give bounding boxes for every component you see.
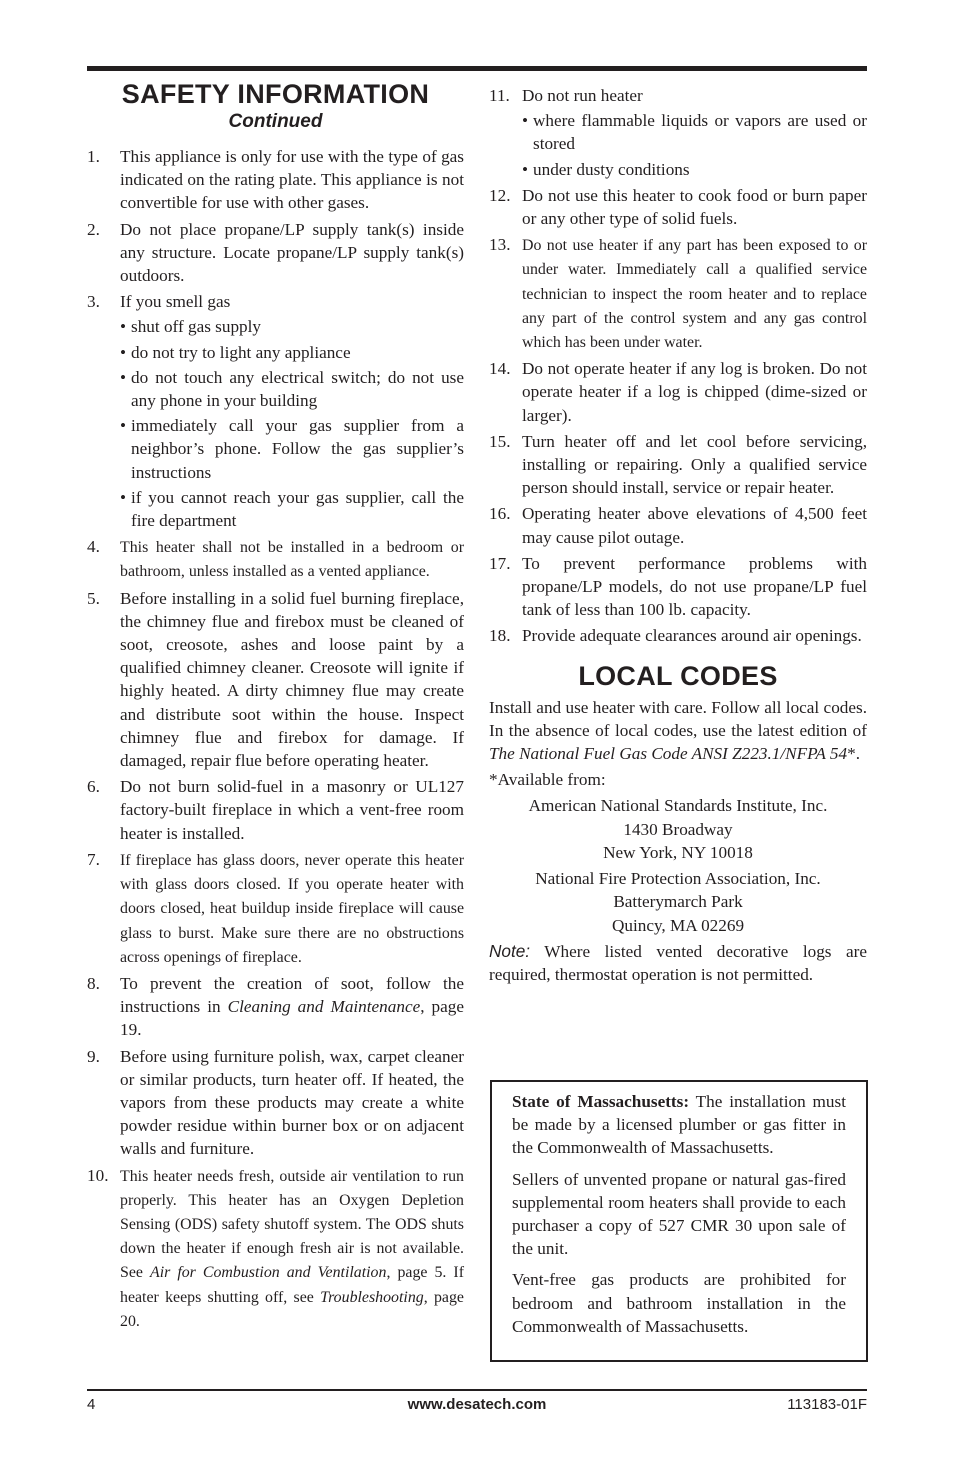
- item-number: 14.: [489, 359, 511, 379]
- address-line: Quincy, MA 02269: [611, 915, 745, 935]
- sub-item: • shut off gas supply: [120, 315, 464, 338]
- item-text: Do not use this heater to cook food or burn paper or any other type of solid fuels.: [522, 185, 867, 229]
- item-number: 8.: [87, 973, 100, 993]
- item-number: 16.: [489, 504, 511, 524]
- item-text: Provide adequate clearances around air openings.: [522, 626, 862, 646]
- address-nfpa: [489, 867, 867, 937]
- item-text: [120, 1168, 464, 1330]
- page-number: 4: [87, 1396, 96, 1413]
- safety-list-right: [489, 84, 867, 648]
- available-from: *Available from:: [489, 770, 606, 790]
- item-number: 7.: [87, 849, 100, 869]
- cross-reference: Cleaning and Maintenance: [227, 997, 421, 1017]
- massachusetts-notice-box: [490, 1080, 868, 1362]
- address-line: American National Standards Institute, Inc.: [528, 796, 828, 816]
- right-column: [489, 84, 867, 989]
- address-line: Batterymarch Park: [613, 892, 743, 912]
- list-item: [87, 218, 464, 288]
- list-item: [87, 1164, 464, 1333]
- list-item: [87, 587, 464, 773]
- item-text: Turn heater off and let cool before servicing, installing or repairing. Only a qualified service person should install, service or repair heater.: [522, 431, 867, 498]
- list-item: [489, 357, 867, 427]
- sub-item: • do not try to light any appliance: [120, 341, 464, 364]
- item-number: 9.: [87, 1046, 100, 1066]
- top-rule: [87, 66, 867, 71]
- list-item: [87, 145, 464, 215]
- sub-item: • immediately call your gas supplier from a neighbor’s phone. Follow the gas supplier’s instructions: [120, 414, 464, 484]
- item-number: 10.: [87, 1165, 109, 1185]
- sub-item: • under dusty conditions: [522, 158, 867, 181]
- sub-list: [120, 315, 464, 532]
- list-item: [489, 624, 867, 647]
- website-link[interactable]: www.desatech.com: [407, 1396, 547, 1413]
- item-text: Do not run heater: [522, 86, 643, 105]
- list-item: [489, 502, 867, 548]
- list-item: [87, 1045, 464, 1161]
- list-item: [87, 775, 464, 845]
- item-text: Before using furniture polish, wax, carpet cleaner or similar products, turn heater off. If heated, the vapors from these products may create a white powder residue within burner box or on adjacent walls and furniture.: [120, 1046, 464, 1159]
- item-text: If fireplace has glass doors, never operate this heater with glass doors closed. If you operate heater with doors closed, heat buildup inside fireplace will cause glass to burst. Make sure there are no obstructions across openings of fireplace.: [120, 851, 464, 966]
- sub-item: • where flammable liquids or vapors are used or stored: [522, 109, 867, 155]
- item-number: 11.: [489, 86, 510, 105]
- item-text: Operating heater above elevations of 4,500 feet may cause pilot outage.: [522, 504, 867, 547]
- item-text-part: This heater needs fresh, outside air ventilation to run properly. This heater has an Oxygen Depletion Sensing (ODS) safety shutoff system. The ODS shuts down the heater if enough fresh air is not available. See: [120, 1167, 464, 1282]
- local-codes-intro: [489, 696, 867, 766]
- item-number: 2.: [87, 219, 100, 239]
- item-number: 5.: [87, 588, 100, 608]
- note-label: Note:: [489, 940, 531, 961]
- address-line: 1430 Broadway: [623, 819, 733, 839]
- local-codes-title: LOCAL CODES: [578, 660, 778, 691]
- bottom-rule: [87, 1389, 867, 1391]
- item-text: Before installing in a solid fuel burning fireplace, the chimney flue and firebox must be cleaned of soot, creosote, ashes and loose paint by a qualified chimney cleaner. Creosote will ignite if highly heated. A dirty chimney flue may create and distribute soot within the house. Inspect chimney flue and firebox for damage. If damaged, repair flue before operating heater.: [120, 588, 464, 771]
- document-number: 113183-01F: [787, 1396, 867, 1413]
- list-item: [489, 233, 867, 354]
- section-title: SAFETY INFORMATION: [121, 79, 430, 109]
- list-item: [489, 84, 867, 181]
- list-item: [87, 535, 464, 583]
- list-item: [489, 552, 867, 622]
- item-number: 6.: [87, 777, 100, 797]
- list-item: [489, 430, 867, 500]
- item-text: Do not operate heater if any log is broken. Do not operate heater if a log is chipped (dime-sized or larger).: [522, 359, 867, 425]
- address-line: New York, NY 10018: [603, 842, 753, 862]
- notice-paragraph: Sellers of unvented propane or natural gas-fired supplemental room heaters shall provide to each purchaser a copy of 527 CMR 30 upon sale of the unit.: [512, 1169, 846, 1259]
- item-text: To prevent performance problems with propane/LP models, do not use propane/LP fuel tank of less than 100 lb. capacity.: [522, 553, 867, 620]
- list-item: [87, 972, 464, 1042]
- notice-paragraph: Vent-free gas products are prohibited for bedroom and bathroom installation in the Commonwealth of Massachusetts.: [512, 1270, 846, 1336]
- item-text: This appliance is only for use with the type of gas indicated on the rating plate. This appliance is not convertible for use with other gases.: [120, 147, 464, 213]
- item-number: 1.: [87, 147, 100, 166]
- section-subtitle: Continued: [228, 111, 323, 132]
- item-number: 3.: [87, 292, 100, 312]
- safety-list-left: [87, 145, 464, 1333]
- item-text-part: , page 19.: [120, 997, 464, 1040]
- item-text: [120, 974, 464, 1039]
- item-text-part: To prevent the creation of soot, follow the instructions in: [120, 973, 464, 1017]
- item-number: 13.: [489, 235, 511, 255]
- cross-reference: Troubleshooting: [320, 1288, 424, 1306]
- note: [489, 940, 867, 986]
- cross-reference: Air for Combustion and Ventilation: [149, 1264, 387, 1282]
- left-column: [87, 78, 464, 1336]
- address-ansi: [489, 794, 867, 864]
- address-line: National Fire Protection Association, Inc.: [535, 869, 821, 889]
- item-text: Do not use heater if any part has been exposed to or under water. Immediately call a qualified service technician to inspect the room heater and to replace any part of the control system and any gas control which has been under water.: [522, 237, 867, 352]
- notice-lead: State of Massachusetts:: [512, 1092, 690, 1111]
- item-number: 17.: [489, 553, 511, 573]
- intro-text: Install and use heater with care. Follow all local codes. In the absence of local codes, use the latest edition of: [489, 697, 867, 740]
- item-text: Do not burn solid-fuel in a masonry or UL127 factory-built fireplace in which a vent-free room heater is installed.: [120, 777, 464, 843]
- item-number: 12.: [489, 185, 511, 205]
- sub-list: [522, 109, 867, 181]
- item-text-part: , page 5. If heater keeps shutting off, see: [120, 1264, 465, 1306]
- notice-paragraph: [512, 1090, 846, 1160]
- item-number: 4.: [87, 537, 100, 557]
- sub-item: • if you cannot reach your gas supplier, call the fire department: [120, 486, 464, 532]
- item-text-part: , page 20.: [120, 1288, 464, 1330]
- item-text: If you smell gas: [120, 292, 231, 312]
- notice-text: The installation must be made by a licensed plumber or gas fitter in the Commonwealth of Massachusetts.: [512, 1092, 846, 1158]
- list-item: [489, 184, 867, 230]
- list-item: [87, 848, 464, 969]
- code-reference: The National Fuel Gas Code ANSI Z223.1/NFPA 54: [489, 744, 848, 764]
- item-text: This heater shall not be installed in a bedroom or bathroom, unless installed as a vented appliance.: [120, 539, 464, 581]
- intro-text: *.: [847, 744, 860, 764]
- item-number: 15.: [489, 431, 511, 451]
- item-number: 18.: [489, 626, 511, 646]
- sub-item: • do not touch any electrical switch; do not use any phone in your building: [120, 366, 464, 412]
- list-item: [87, 290, 464, 532]
- item-text: Do not place propane/LP supply tank(s) inside any structure. Locate propane/LP supply tank(s) outdoors.: [120, 219, 464, 286]
- note-text: Where listed vented decorative logs are required, thermostat operation is not permitted.: [489, 941, 867, 984]
